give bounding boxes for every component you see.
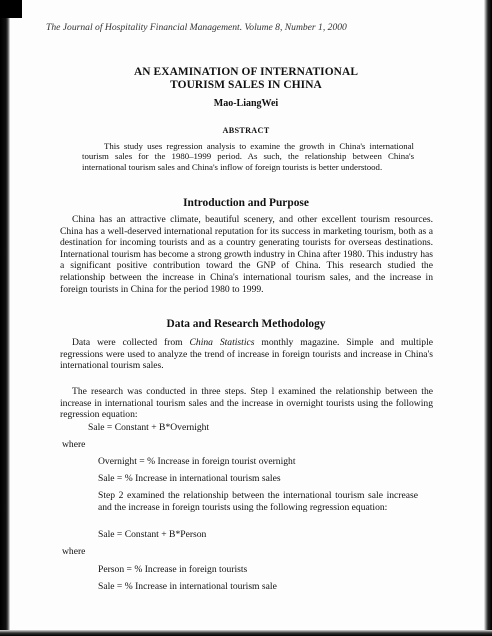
definition-sale-1: Sale = % Increase in international tourism sales xyxy=(98,473,281,484)
abstract-text: This study uses regression analysis to examine the growth in China's international tourism sales for the 1980–1999 period. As such, the relationship between China's international tourism sales and China's inflow of foreign tourists is better understood. xyxy=(82,141,414,172)
methodology-paragraph-1 xyxy=(60,337,433,372)
step-2-description: Step 2 examined the relationship between the international tourism sale increase and the increase in foreign tourists using the following regression equation: xyxy=(98,490,418,513)
author-name: Mao-LiangWei xyxy=(213,98,279,109)
methodology-text-part-1: Data were collected from xyxy=(72,337,190,348)
section-heading-methodology: Data and Research Methodology xyxy=(166,318,326,330)
methodology-text-part-2: monthly magazine. Simple and multiple regressions were used to analyze the trend of increase in foreign tourists and increase in China's international tourism sales. xyxy=(60,337,434,372)
introduction-paragraph: China has an attractive climate, beautiful scenery, and other excellent tourism resources. China has a well-deserved international reputation for its success in marketing tourism, both as a destination for incoming tourists and as a country generating tourists for overseas destinations. International tourism has become a strong growth industry in China after 1980. This industry has a significant positive contribution toward the GNP of China. This research studied the relationship between the increase in China's international tourism sales, and the increase in foreign tourists in China for the period 1980 to 1999. xyxy=(60,214,433,295)
journal-header: The Journal of Hospitality Financial Management. Volume 8, Number 1, 2000 xyxy=(46,22,347,33)
paper-title xyxy=(0,66,492,92)
where-label-1: where xyxy=(62,439,86,450)
abstract-heading: ABSTRACT xyxy=(222,126,270,135)
definition-overnight: Overnight = % Increase in foreign tourist overnight xyxy=(98,456,296,467)
definition-sale-2: Sale = % Increase in international tourism sale xyxy=(98,581,277,592)
source-magazine-title: China Statistics xyxy=(189,337,255,348)
regression-equation-1: Sale = Constant + B*Overnight xyxy=(88,422,210,433)
section-heading-introduction: Introduction and Purpose xyxy=(183,197,309,209)
title-line-1: AN EXAMINATION OF INTERNATIONAL xyxy=(133,66,359,78)
regression-equation-2: Sale = Constant + B*Person xyxy=(98,529,207,540)
scan-corner-top-left xyxy=(0,0,22,18)
scan-edge-bottom xyxy=(0,630,492,636)
methodology-paragraph-2: The research was conducted in three steps. Step l examined the relationship between the increase in international tourism sales and the increase in overnight tourists using the following regression equation: xyxy=(60,386,433,421)
definition-person: Person = % Increase in foreign tourists xyxy=(98,564,248,575)
where-label-2: where xyxy=(62,546,86,557)
title-line-2: TOURISM SALES IN CHINA xyxy=(170,79,322,91)
